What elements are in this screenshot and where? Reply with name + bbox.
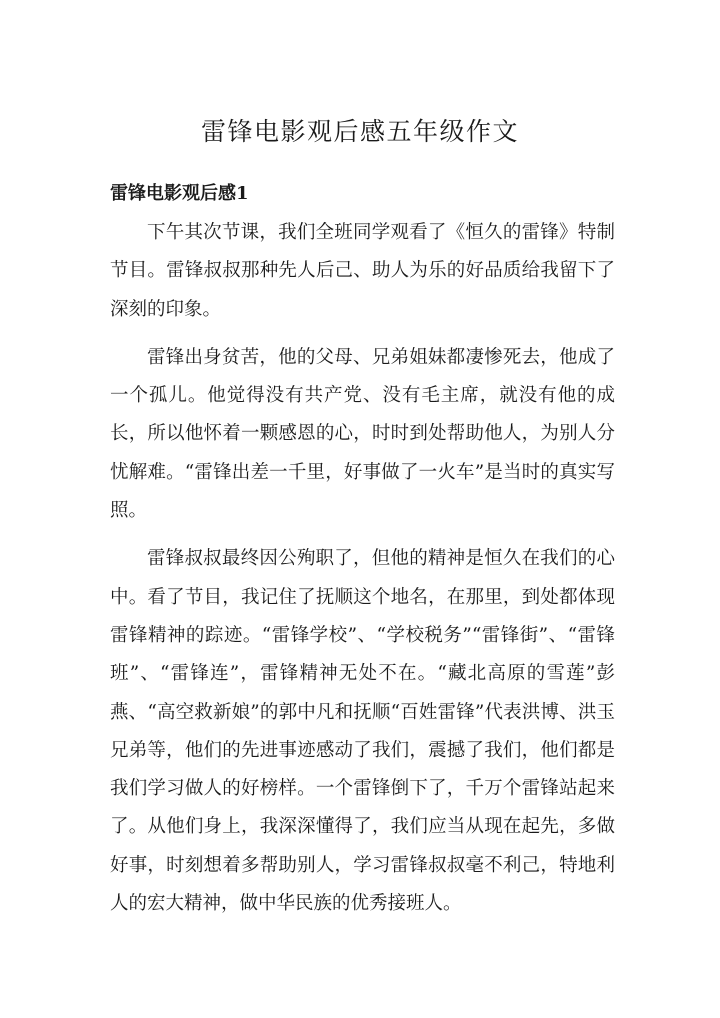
section-heading: 雷锋电影观后感1 — [110, 183, 249, 204]
paragraph-2: 雷锋出身贫苦，他的父母、兄弟姐妹都凄惨死去，他成了一个孤儿。他觉得没有共产党、没有毛主席，就没有他的成长，所以他怀着一颗感恩的心，时时到处帮助他人，为别人分忧解难。“雷锋出差一千里，好事做了一火车”是当时的真实写照。 — [110, 346, 615, 522]
document-title: 雷锋电影观后感五年级作文 — [200, 117, 519, 146]
document-body — [110, 214, 615, 933]
paragraph-1: 下午其次节课，我们全班同学观看了《恒久的雷锋》特制节目。雷锋叔叔那种先人后己、助人为乐的好品质给我留下了深刻的印象。 — [110, 222, 615, 320]
paragraph-3: 雷锋叔叔最终因公殉职了，但他的精神是恒久在我们的心中。看了节目，我记住了抚顺这个地名，在那里，到处都体现雷锋精神的踪迹。“雷锋学校”、“学校税务”“雷锋街”、“雷锋班”、“雷锋连”，雷锋精神无处不在。“藏北高原的雪莲”彭燕、“高空救新娘”的郭中凡和抚顺“百姓雷锋”代表洪博、洪玉兄弟等，他们的先进事迹感动了我们，震撼了我们，他们都是我们学习做人的好榜样。一个雷锋倒下了，千万个雷锋站起来了。从他们身上，我深深懂得了，我们应当从现在起先，多做好事，时刻想着多帮助别人，学习雷锋叔叔毫不利己，特地利人的宏大精神，做中华民族的优秀接班人。 — [110, 548, 615, 915]
